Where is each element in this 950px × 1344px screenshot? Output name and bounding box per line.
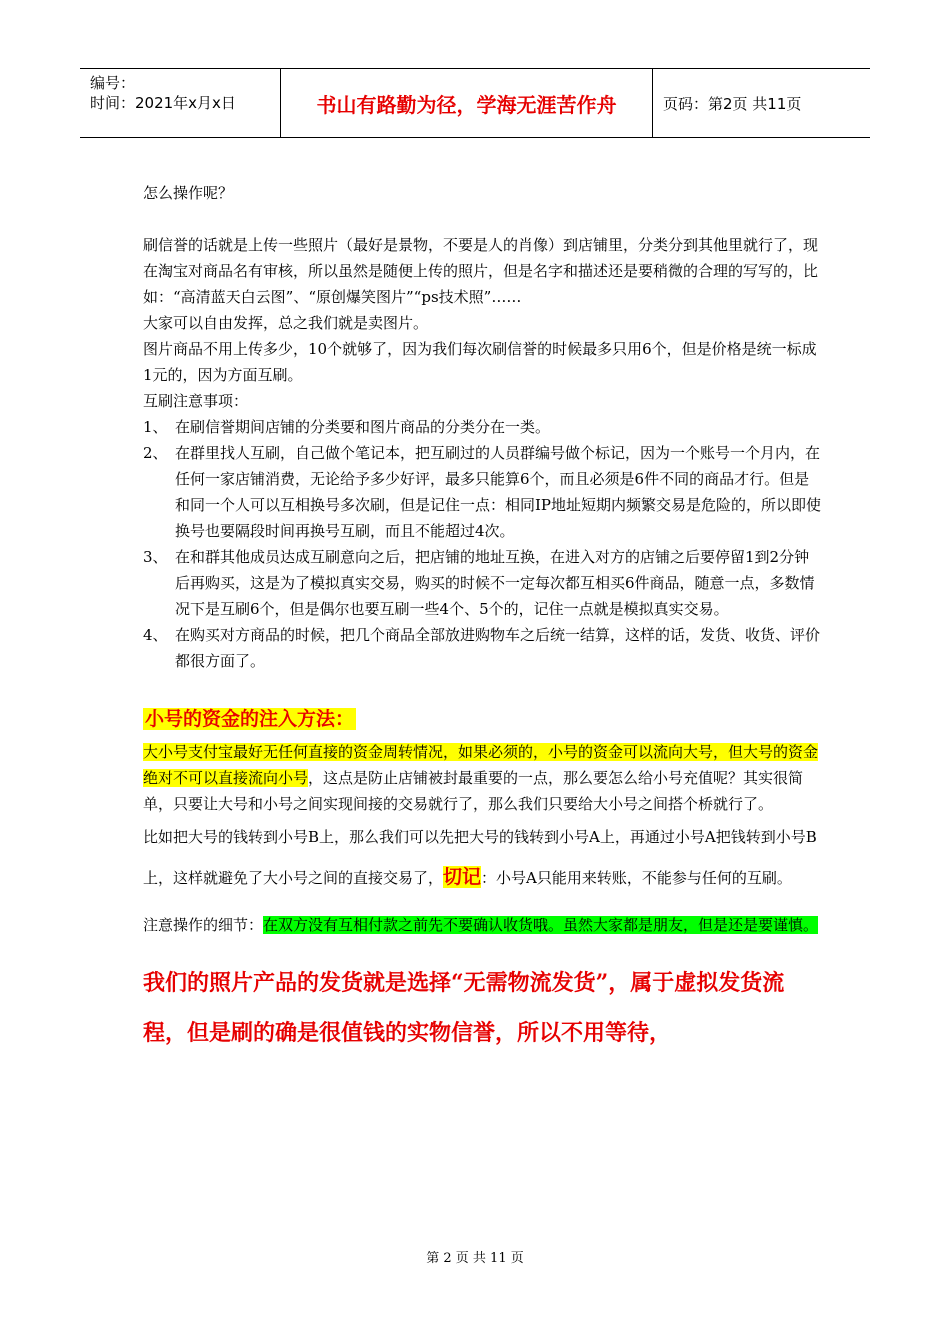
date-label: 时间：2021年x月x日 bbox=[90, 94, 236, 112]
intro-question: 怎么操作呢？ bbox=[143, 184, 234, 202]
fund-rest: ，这点是防止店铺被封最重要的一点，那么要怎么给小号充值呢？其实很简单，只要让大号和小号之间实现间接的交易就行了，那么我们只要给大小号之间搭个桥就行了。 bbox=[143, 769, 804, 813]
paragraph-sell: 大家可以自由发挥，总之我们就是卖图片。 bbox=[143, 314, 429, 332]
list-item: 2、 在群里找人互刷，自己做个笔记本，把互刷过的人员群编号做个标记，因为一个账号一个月内，在任何一家店铺消费，无论给予多少好评，最多只能算6个，而且必须是6件不同的商品才行。但是和同一个人可以互相换号多次刷，但是记住一点：相同IP地址短期内频繁交易是危险的，所以即使换号也要隔段时间再换号互刷，而且不能超过4次。 bbox=[143, 444, 822, 540]
detail-label: 注意操作的细节： bbox=[143, 916, 264, 934]
header-page-info: 页码：第2页 共11页 bbox=[663, 94, 802, 113]
header-meta bbox=[80, 69, 281, 137]
page-footer: 第 2 页 共 11 页 bbox=[426, 1251, 524, 1266]
list-item: 4、 在购买对方商品的时候，把几个商品全部放进购物车之后统一结算，这样的话，发货、收货、评价都很方面了。 bbox=[143, 626, 821, 670]
closing-red-text: 我们的照片产品的发货就是选择“无需物流发货”，属于虚拟发货流程，但是刷的确是很值钱的实物信誉，所以不用等待， bbox=[143, 970, 785, 1046]
paragraph-quantity: 图片商品不用上传多少，10个就够了，因为我们每次刷信誉的时候最多只用6个，但是价格是统一标成1元的，因为方面互刷。 bbox=[143, 340, 817, 384]
document-body bbox=[143, 180, 823, 1058]
notes-list bbox=[143, 414, 823, 674]
section-heading: 小号的资金的注入方法： bbox=[145, 708, 355, 730]
fund-highlight: 大小号支付宝最好无任何直接的资金周转情况，如果必须的，小号的资金可以流向大号，但大号的资金绝对不可以直接流向小号 bbox=[143, 743, 819, 787]
example-paragraph: 比如把大号的钱转到小号B上，那么我们可以先把大号的钱转到小号A上，再通过小号A把钱转到小号B上，这样就避免了大小号之间的直接交易了，切记：小号A只能用来转账，不能参与任何的互刷。 bbox=[143, 828, 817, 888]
detail-paragraph bbox=[143, 912, 823, 938]
number-label: 编号： bbox=[90, 74, 136, 92]
header-motto: 书山有路勤为径，学海无涯苦作舟 bbox=[281, 69, 653, 137]
list-item: 1、 在刷信誉期间店铺的分类要和图片商品的分类分在一类。 bbox=[143, 418, 551, 436]
list-item: 3、 在和群其他成员达成互刷意向之后，把店铺的地址互换，在进入对方的店铺之后要停留1到2分钟后再购买，这是为了模拟真实交易，购买的时候不一定每次都互相买6件商品，随意一点，多数情况下是互刷6个，但是偶尔也要互刷一些4个、5个的，记住一点就是模拟真实交易。 bbox=[143, 548, 815, 618]
notes-title: 互刷注意事项： bbox=[143, 392, 249, 410]
qieji-emphasis: 切记 bbox=[443, 866, 482, 888]
detail-highlight: 在双方没有互相付款之前先不要确认收货哦。虽然大家都是朋友，但是还是要谨慎。 bbox=[263, 916, 819, 934]
fund-paragraph bbox=[143, 739, 823, 817]
paragraph-upload: 刷信誉的话就是上传一些照片（最好是景物，不要是人的肖像）到店铺里，分类分到其他里就行了，现在淘宝对商品名有审核，所以虽然是随便上传的照片，但是名字和描述还是要稍微的合理的写写的，比如：“高清蓝天白云图”、“原创爆笑图片”“ps技术照”…… bbox=[143, 236, 819, 306]
page-header bbox=[80, 68, 870, 138]
